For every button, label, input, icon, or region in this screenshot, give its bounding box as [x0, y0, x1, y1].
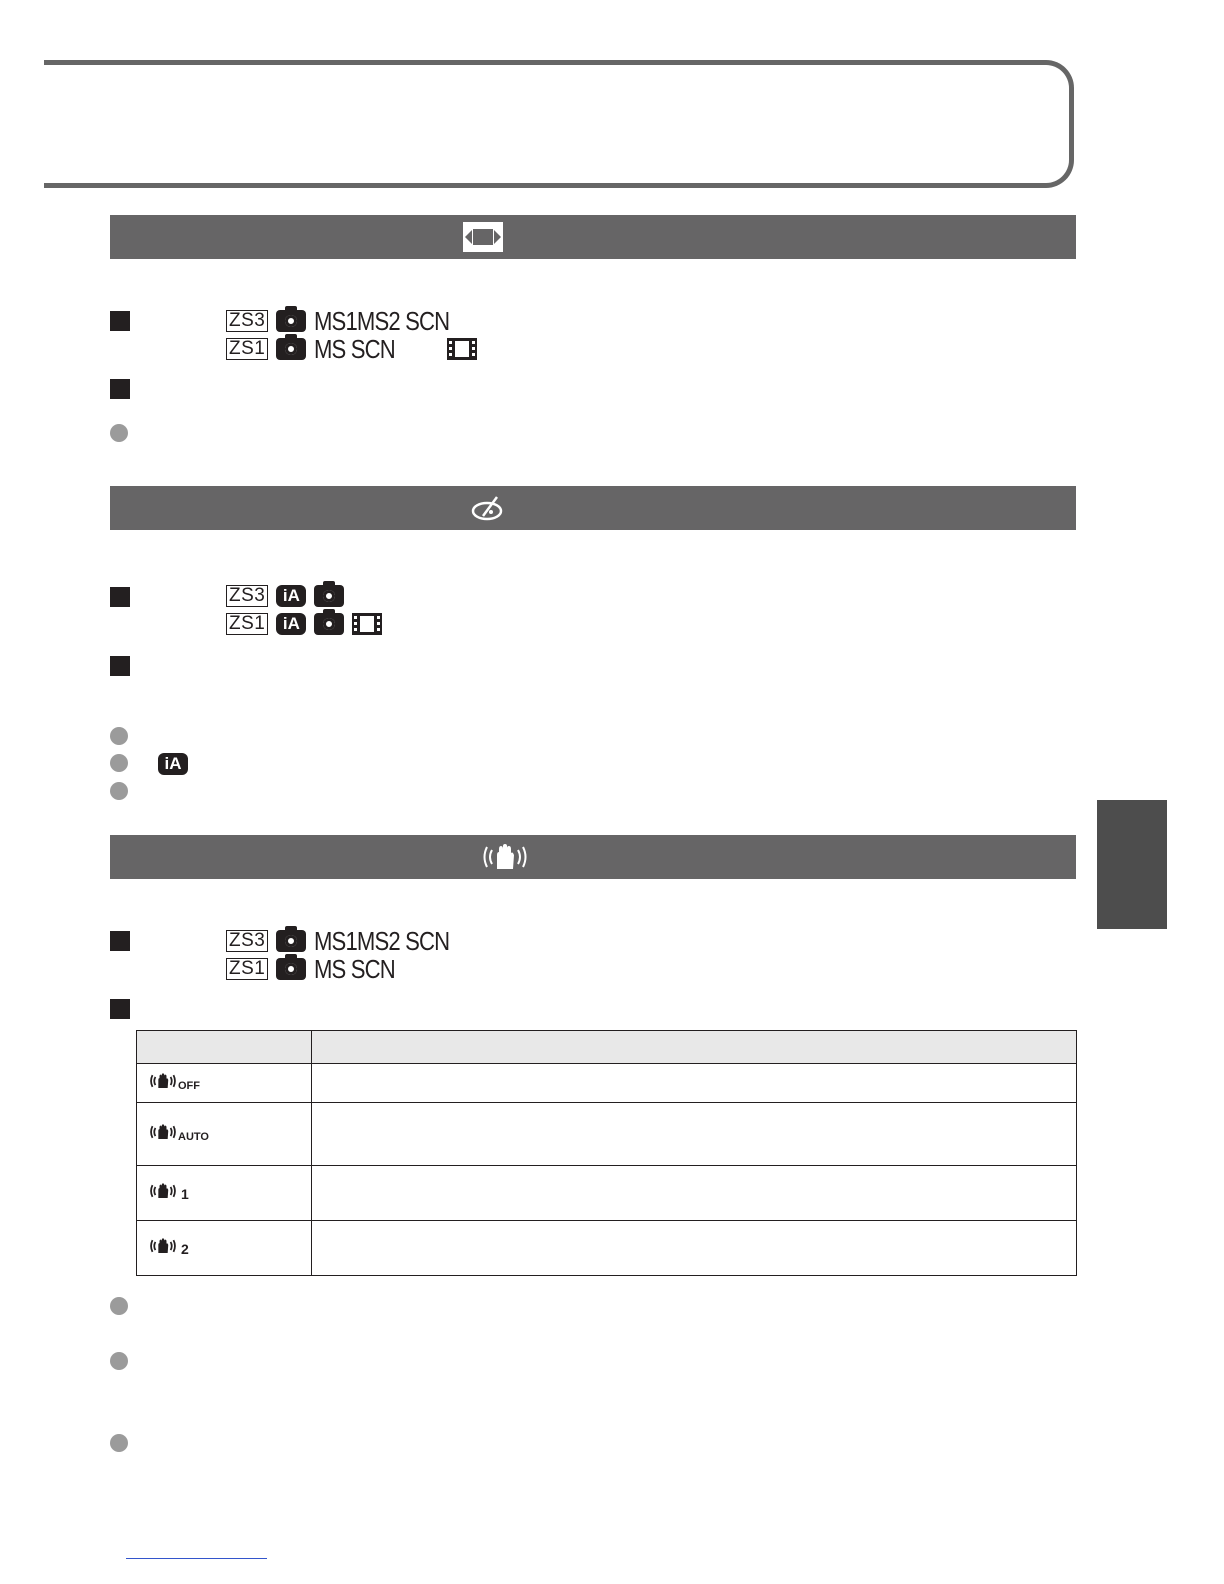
model-tag-zs1: ZS1 — [226, 613, 268, 635]
table-icon-cell — [137, 1221, 312, 1276]
stabilizer-mode1-icon: 1 — [149, 1181, 189, 1201]
mode-labels: MS1MS2 SCN — [314, 926, 450, 956]
mode-row-zs3 — [226, 585, 344, 607]
table-icon-cell — [137, 1064, 312, 1103]
camera-mode-icon — [276, 958, 306, 980]
intelligent-auto-icon: iA — [276, 585, 306, 607]
table-desc-cell — [312, 1103, 1077, 1166]
display-size-icon — [462, 221, 504, 253]
camera-mode-icon — [276, 930, 306, 952]
section-header-stabilizer — [110, 835, 1076, 879]
chapter-side-tab — [1097, 800, 1167, 929]
table-header-cell — [137, 1031, 312, 1064]
motion-picture-icon — [447, 338, 477, 360]
camera-mode-icon — [314, 613, 344, 635]
table-row — [137, 1166, 1077, 1221]
model-tag-zs3: ZS3 — [226, 930, 268, 952]
mode-row-zs1 — [226, 954, 409, 984]
table-desc-cell — [312, 1221, 1077, 1276]
model-tag-zs3: ZS3 — [226, 310, 268, 332]
mode-row-zs1 — [226, 613, 382, 635]
intelligent-auto-icon: iA — [276, 613, 306, 635]
model-tag-zs3: ZS3 — [226, 585, 268, 607]
stabilizer-mode2-icon: 2 — [149, 1236, 189, 1256]
note-dot — [110, 1352, 128, 1370]
intelligent-auto-icon: iA — [158, 753, 188, 775]
mode-labels: MS SCN — [314, 334, 396, 364]
stabilizer-settings-table — [136, 1030, 1077, 1276]
table-icon-cell — [137, 1103, 312, 1166]
note-dot — [110, 754, 128, 772]
table-header-row — [137, 1031, 1077, 1064]
model-tag-zs1: ZS1 — [226, 338, 268, 360]
stabilizer-icon — [481, 843, 529, 871]
table-desc-cell — [312, 1166, 1077, 1221]
square-bullet — [110, 379, 130, 399]
square-bullet — [110, 931, 130, 951]
table-header-cell — [312, 1031, 1077, 1064]
mode-labels: MS SCN — [314, 954, 396, 984]
note-dot — [110, 424, 128, 442]
mode-row-zs1 — [226, 334, 477, 364]
mode-labels: MS1MS2 SCN — [314, 306, 450, 336]
motion-picture-icon — [352, 613, 382, 635]
table-icon-cell — [137, 1166, 312, 1221]
note-dot — [110, 727, 128, 745]
note-dot — [110, 782, 128, 800]
mode-row-zs3 — [226, 306, 473, 336]
note-dot — [110, 1297, 128, 1315]
page-title-box — [44, 60, 1074, 188]
table-row — [137, 1103, 1077, 1166]
mode-row-zs3 — [226, 926, 473, 956]
square-bullet — [110, 656, 130, 676]
square-bullet — [110, 311, 130, 331]
table-row — [137, 1221, 1077, 1276]
square-bullet — [110, 587, 130, 607]
table-row — [137, 1064, 1077, 1103]
camera-mode-icon — [276, 310, 306, 332]
color-mode-icon — [471, 494, 505, 522]
camera-mode-icon — [276, 338, 306, 360]
camera-mode-icon — [314, 585, 344, 607]
section-header-display-size — [110, 215, 1076, 259]
square-bullet — [110, 999, 130, 1019]
note-dot — [110, 1434, 128, 1452]
footer-link-underline[interactable] — [126, 1558, 267, 1559]
stabilizer-auto-icon: AUTO — [149, 1122, 209, 1142]
table-desc-cell — [312, 1064, 1077, 1103]
section-header-color-mode — [110, 486, 1076, 530]
stabilizer-off-icon: OFF — [149, 1071, 200, 1091]
model-tag-zs1: ZS1 — [226, 958, 268, 980]
